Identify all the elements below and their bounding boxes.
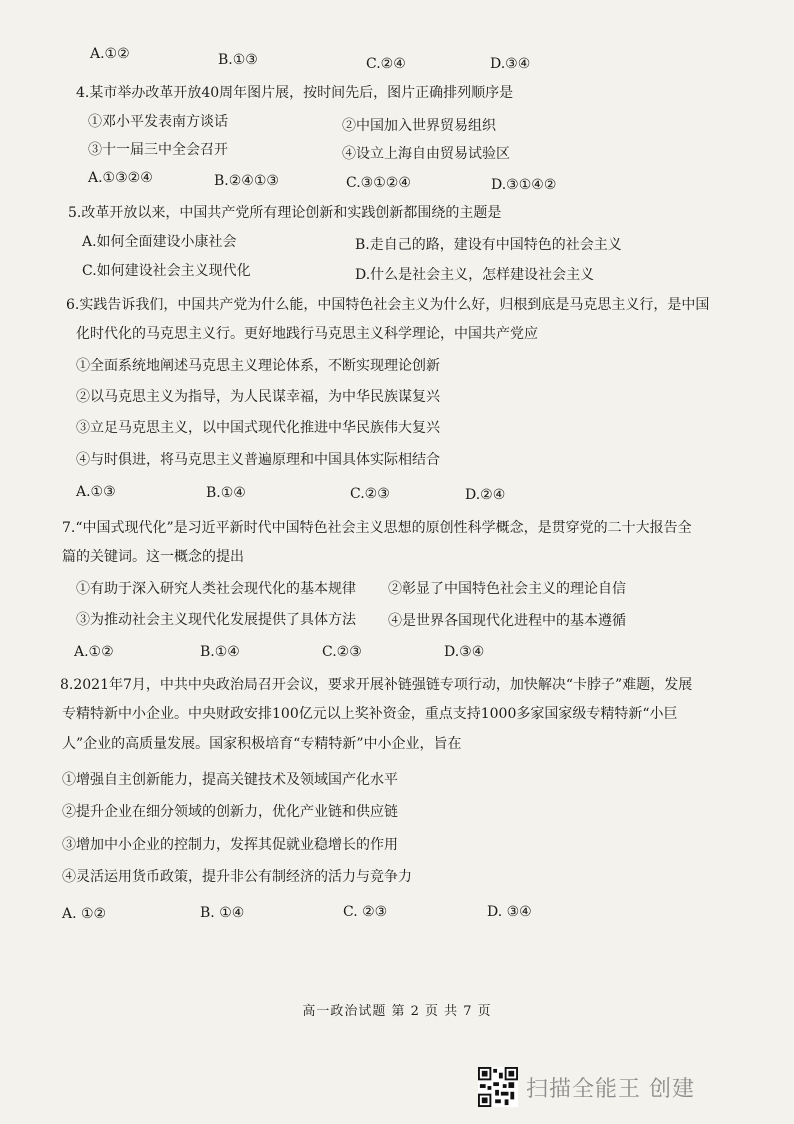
q5-option-b: B.走自己的路，建设有中国特色的社会主义 bbox=[355, 237, 622, 253]
q7-stem-line-2: 篇的关键词。这一概念的提出 bbox=[62, 549, 244, 565]
q6-option-c: C.②③ bbox=[350, 486, 390, 502]
q8-item-4: ④灵活运用货币政策，提升非公有制经济的活力与竞争力 bbox=[62, 869, 412, 885]
q5-option-c: C.如何建设社会主义现代化 bbox=[82, 263, 251, 279]
q7-item-3: ③为推动社会主义现代化发展提供了具体方法 bbox=[76, 612, 356, 628]
q6-stem-line-2: 化时代化的马克思主义行。更好地践行马克思主义科学理论，中国共产党应 bbox=[76, 326, 538, 342]
q6-stem-line-1: 6.实践告诉我们，中国共产党为什么能，中国特色社会主义为什么好，归根到底是马克思主义行，是中国 bbox=[66, 297, 710, 313]
q7-stem-line-1: 7.“中国式现代化”是习近平新时代中国特色社会主义思想的原创性科学概念，是贯穿党的二十大报告全 bbox=[62, 520, 692, 536]
q8-stem-line-1: 8.2021年7月，中共中央政治局召开会议，要求开展补链强链专项行动，加快解决“卡脖子”难题，发展 bbox=[60, 677, 693, 693]
q4-option-b: B.②④①③ bbox=[214, 173, 279, 189]
q7-item-2: ②彰显了中国特色社会主义的理论自信 bbox=[388, 581, 626, 597]
q7-item-1: ①有助于深入研究人类社会现代化的基本规律 bbox=[76, 581, 356, 597]
q4-option-c: C.③①②④ bbox=[346, 175, 411, 191]
q5-option-a: A.如何全面建设小康社会 bbox=[82, 234, 237, 250]
q8-option-d: D. ③④ bbox=[487, 904, 532, 920]
q4-item-2: ②中国加入世界贸易组织 bbox=[342, 118, 496, 134]
qr-code-icon bbox=[478, 1067, 518, 1107]
q8-item-3: ③增加中小企业的控制力，发挥其促就业稳增长的作用 bbox=[62, 837, 398, 853]
q5-stem: 5.改革开放以来，中国共产党所有理论创新和实践创新都围绕的主题是 bbox=[68, 205, 502, 221]
q7-option-b: B.①④ bbox=[200, 644, 240, 660]
q4-option-d: D.③①④② bbox=[491, 177, 557, 193]
q7-option-c: C.②③ bbox=[322, 644, 362, 660]
q8-option-a: A. ①② bbox=[62, 906, 107, 922]
page-footer: 高一政治试题 第 2 页 共 7 页 bbox=[302, 1004, 492, 1019]
q7-item-4: ④是世界各国现代化进程中的基本遵循 bbox=[388, 613, 626, 629]
q3-option-a: A.①② bbox=[90, 46, 130, 62]
q4-item-4: ④设立上海自由贸易试验区 bbox=[342, 146, 510, 162]
q7-option-d: D.③④ bbox=[444, 644, 485, 660]
q7-option-a: A.①② bbox=[74, 644, 114, 660]
q6-item-4: ④与时俱进，将马克思主义普遍原理和中国具体实际相结合 bbox=[76, 452, 440, 468]
q3-option-b: B.①③ bbox=[218, 52, 258, 68]
q3-option-c: C.②④ bbox=[366, 56, 406, 72]
q8-item-2: ②提升企业在细分领域的创新力，优化产业链和供应链 bbox=[62, 804, 398, 820]
scanner-watermark bbox=[478, 1065, 695, 1109]
q8-stem-line-2: 专精特新中小企业。中央财政安排100亿元以上奖补资金，重点支持1000多家国家级专精特新“小巨 bbox=[62, 706, 678, 722]
q8-option-c: C. ②③ bbox=[343, 904, 388, 920]
q6-item-1: ①全面系统地阐述马克思主义理论体系，不断实现理论创新 bbox=[76, 358, 440, 374]
q4-stem: 4.某市举办改革开放40周年图片展，按时间先后，图片正确排列顺序是 bbox=[76, 85, 514, 101]
q8-item-1: ①增强自主创新能力，提高关键技术及领域国产化水平 bbox=[62, 772, 398, 788]
q8-stem-line-3: 人”企业的高质量发展。国家积极培育“专精特新”中小企业，旨在 bbox=[62, 736, 462, 752]
q4-item-3: ③十一届三中全会召开 bbox=[88, 142, 228, 158]
watermark-text: 扫描全能王 创建 bbox=[526, 1076, 695, 1102]
q6-option-d: D.②④ bbox=[465, 487, 506, 503]
q4-item-1: ①邓小平发表南方谈话 bbox=[88, 114, 228, 130]
q3-option-d: D.③④ bbox=[490, 56, 531, 72]
q8-option-b: B. ①④ bbox=[200, 905, 245, 921]
q6-item-2: ②以马克思主义为指导，为人民谋幸福，为中华民族谋复兴 bbox=[76, 389, 440, 405]
q4-option-a: A.①③②④ bbox=[88, 170, 153, 186]
q5-option-d: D.什么是社会主义，怎样建设社会主义 bbox=[355, 267, 595, 283]
q6-item-3: ③立足马克思主义，以中国式现代化推进中华民族伟大复兴 bbox=[76, 420, 440, 436]
q6-option-a: A.①③ bbox=[76, 484, 116, 500]
q6-option-b: B.①④ bbox=[206, 485, 246, 501]
